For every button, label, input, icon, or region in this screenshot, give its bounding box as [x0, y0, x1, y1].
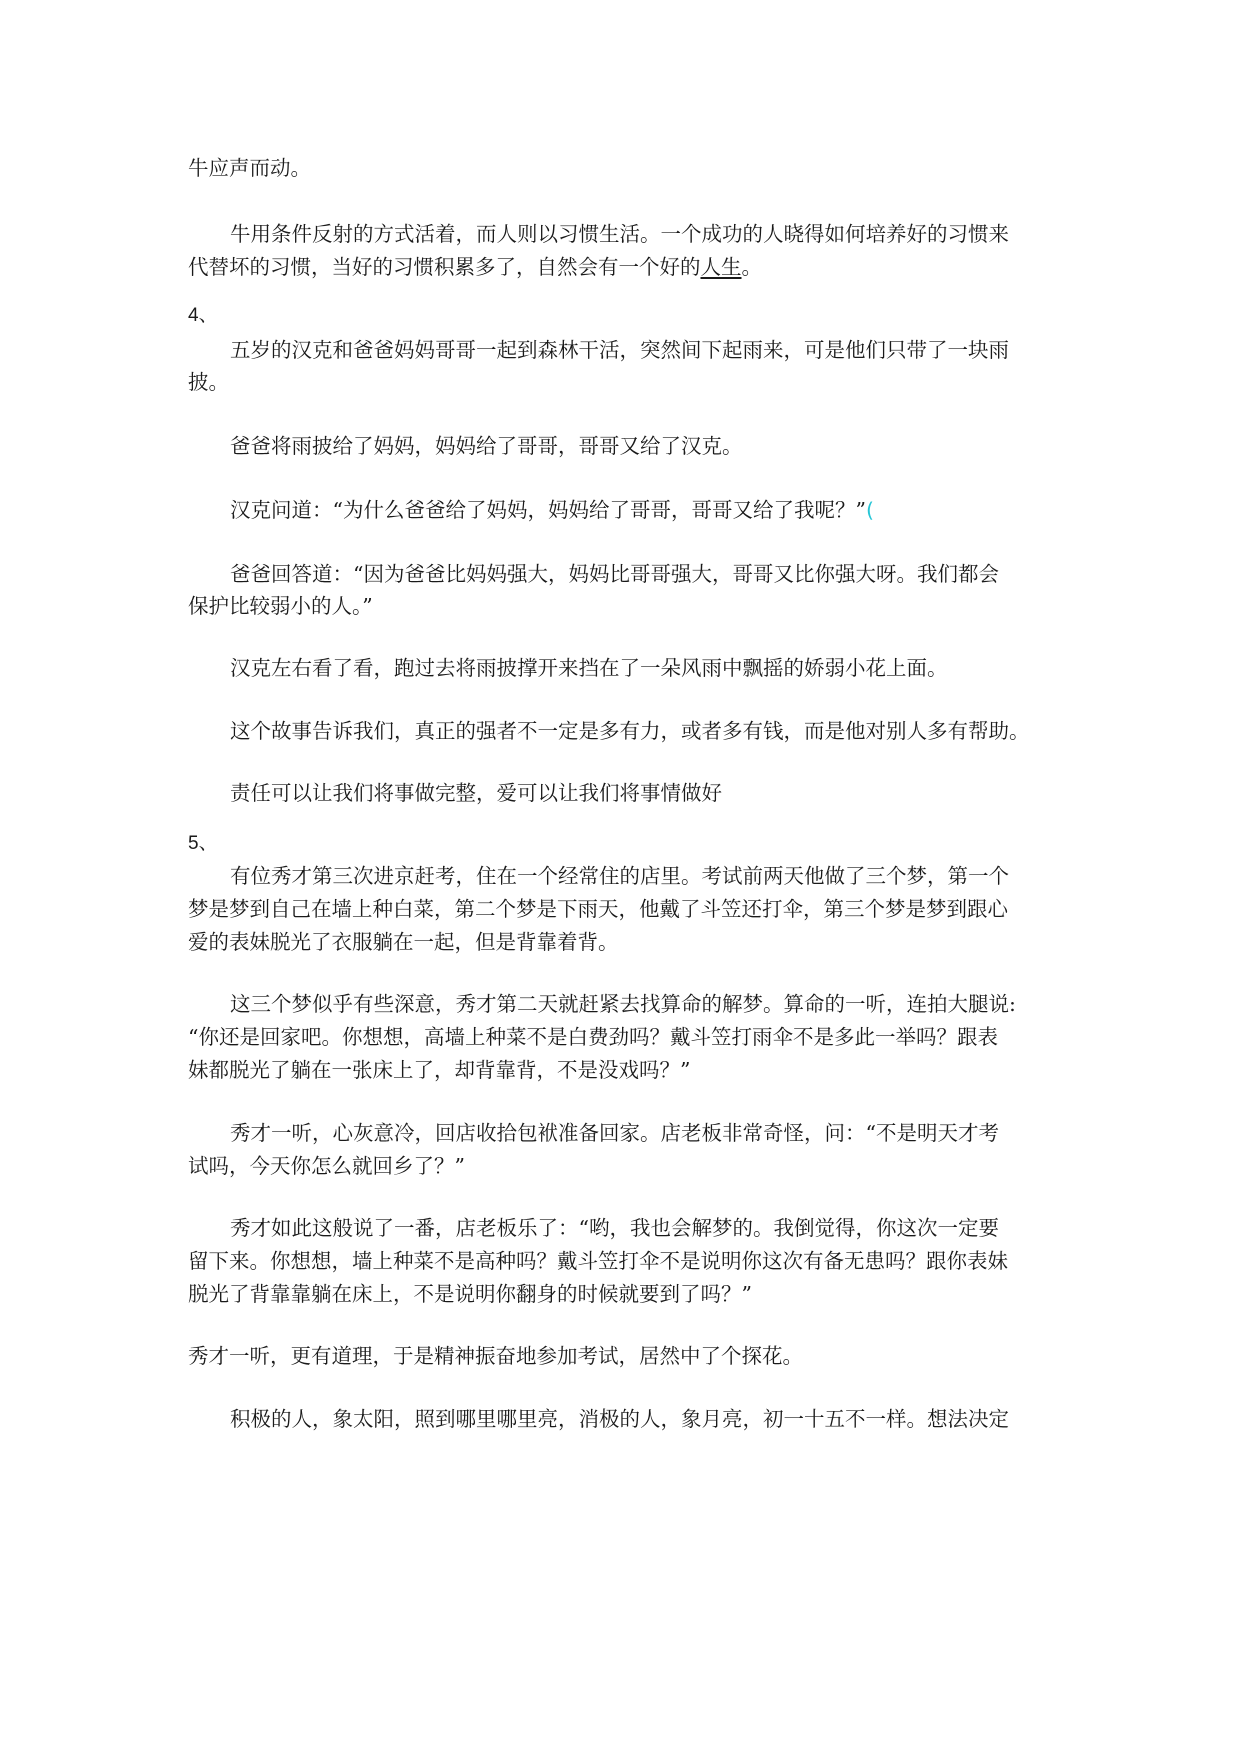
paragraph-line: 汉克左右看了看，跑过去将雨披撑开来挡在了一朵风雨中飘摇的娇弱小花上面。	[230, 656, 948, 680]
paragraph-line: 这三个梦似乎有些深意，秀才第二天就赶紧去找算命的解梦。算命的一听，连拍大腿说:	[230, 992, 1016, 1016]
paragraph-line: 保护比较弱小的人。”	[188, 594, 373, 618]
paragraph-line: 五岁的汉克和爸爸妈妈哥哥一起到森林干活，突然间下起雨来，可是他们只带了一块雨	[230, 338, 1009, 362]
section-number: 5、	[188, 833, 218, 854]
text-cursor-mark: (	[865, 498, 874, 522]
line-text: 。	[741, 255, 762, 279]
paragraph-line: 爸爸将雨披给了妈妈，妈妈给了哥哥，哥哥又给了汉克。	[230, 434, 743, 458]
paragraph-line: 梦是梦到自己在墙上种白菜，第二个梦是下雨天，他戴了斗笠还打伞，第三个梦是梦到跟心	[188, 897, 1008, 921]
paragraph-line: 责任可以让我们将事做完整，爱可以让我们将事情做好	[230, 781, 722, 805]
paragraph-line: 牛应声而动。	[188, 156, 311, 180]
paragraph-line: 秀才一听，更有道理，于是精神振奋地参加考试，居然中了个探花。	[188, 1344, 803, 1368]
paragraph-line	[230, 492, 874, 528]
paragraph-line: 秀才一听，心灰意冷，回店收拾包袱准备回家。店老板非常奇怪，问：“不是明天才考	[230, 1121, 999, 1145]
paragraph-line: 牛用条件反射的方式活着，而人则以习惯生活。一个成功的人晓得如何培养好的习惯来	[230, 222, 1009, 246]
paragraph-line: 脱光了背靠靠躺在床上，不是说明你翻身的时候就要到了吗？”	[188, 1282, 752, 1306]
paragraph-line: “你还是回家吧。你想想，高墙上种菜不是白费劲吗？戴斗笠打雨伞不是多此一举吗？跟表	[188, 1025, 998, 1049]
paragraph-line: 留下来。你想想，墙上种菜不是高种吗？戴斗笠打伞不是说明你这次有备无患吗？跟你表妹	[188, 1249, 1008, 1273]
paragraph-line: 试吗，今天你怎么就回乡了？”	[188, 1154, 465, 1178]
line-text: 汉克问道：“为什么爸爸给了妈妈，妈妈给了哥哥，哥哥又给了我呢？”	[230, 498, 866, 522]
link-rensheng[interactable]: 人生	[700, 255, 742, 279]
paragraph-line: 这个故事告诉我们，真正的强者不一定是多有力，或者多有钱，而是他对别人多有帮助。	[230, 719, 1030, 743]
paragraph-line	[188, 249, 762, 285]
paragraph-line: 积极的人，象太阳，照到哪里哪里亮，消极的人，象月亮，初一十五不一样。想法决定	[230, 1407, 1009, 1431]
paragraph-line: 秀才如此这般说了一番，店老板乐了：“哟，我也会解梦的。我倒觉得，你这次一定要	[230, 1216, 999, 1240]
paragraph-line: 爱的表妹脱光了衣服躺在一起，但是背靠着背。	[188, 930, 619, 954]
paragraph-line: 妹都脱光了躺在一张床上了，却背靠背，不是没戏吗？”	[188, 1058, 691, 1082]
section-number: 4、	[188, 305, 218, 326]
paragraph-line: 披。	[188, 370, 229, 394]
paragraph-line: 有位秀才第三次进京赶考，住在一个经常住的店里。考试前两天他做了三个梦，第一个	[230, 864, 1009, 888]
paragraph-line: 爸爸回答道：“因为爸爸比妈妈强大，妈妈比哥哥强大，哥哥又比你强大呀。我们都会	[230, 562, 999, 586]
line-text: 代替坏的习惯，当好的习惯积累多了，自然会有一个好的	[188, 255, 701, 279]
